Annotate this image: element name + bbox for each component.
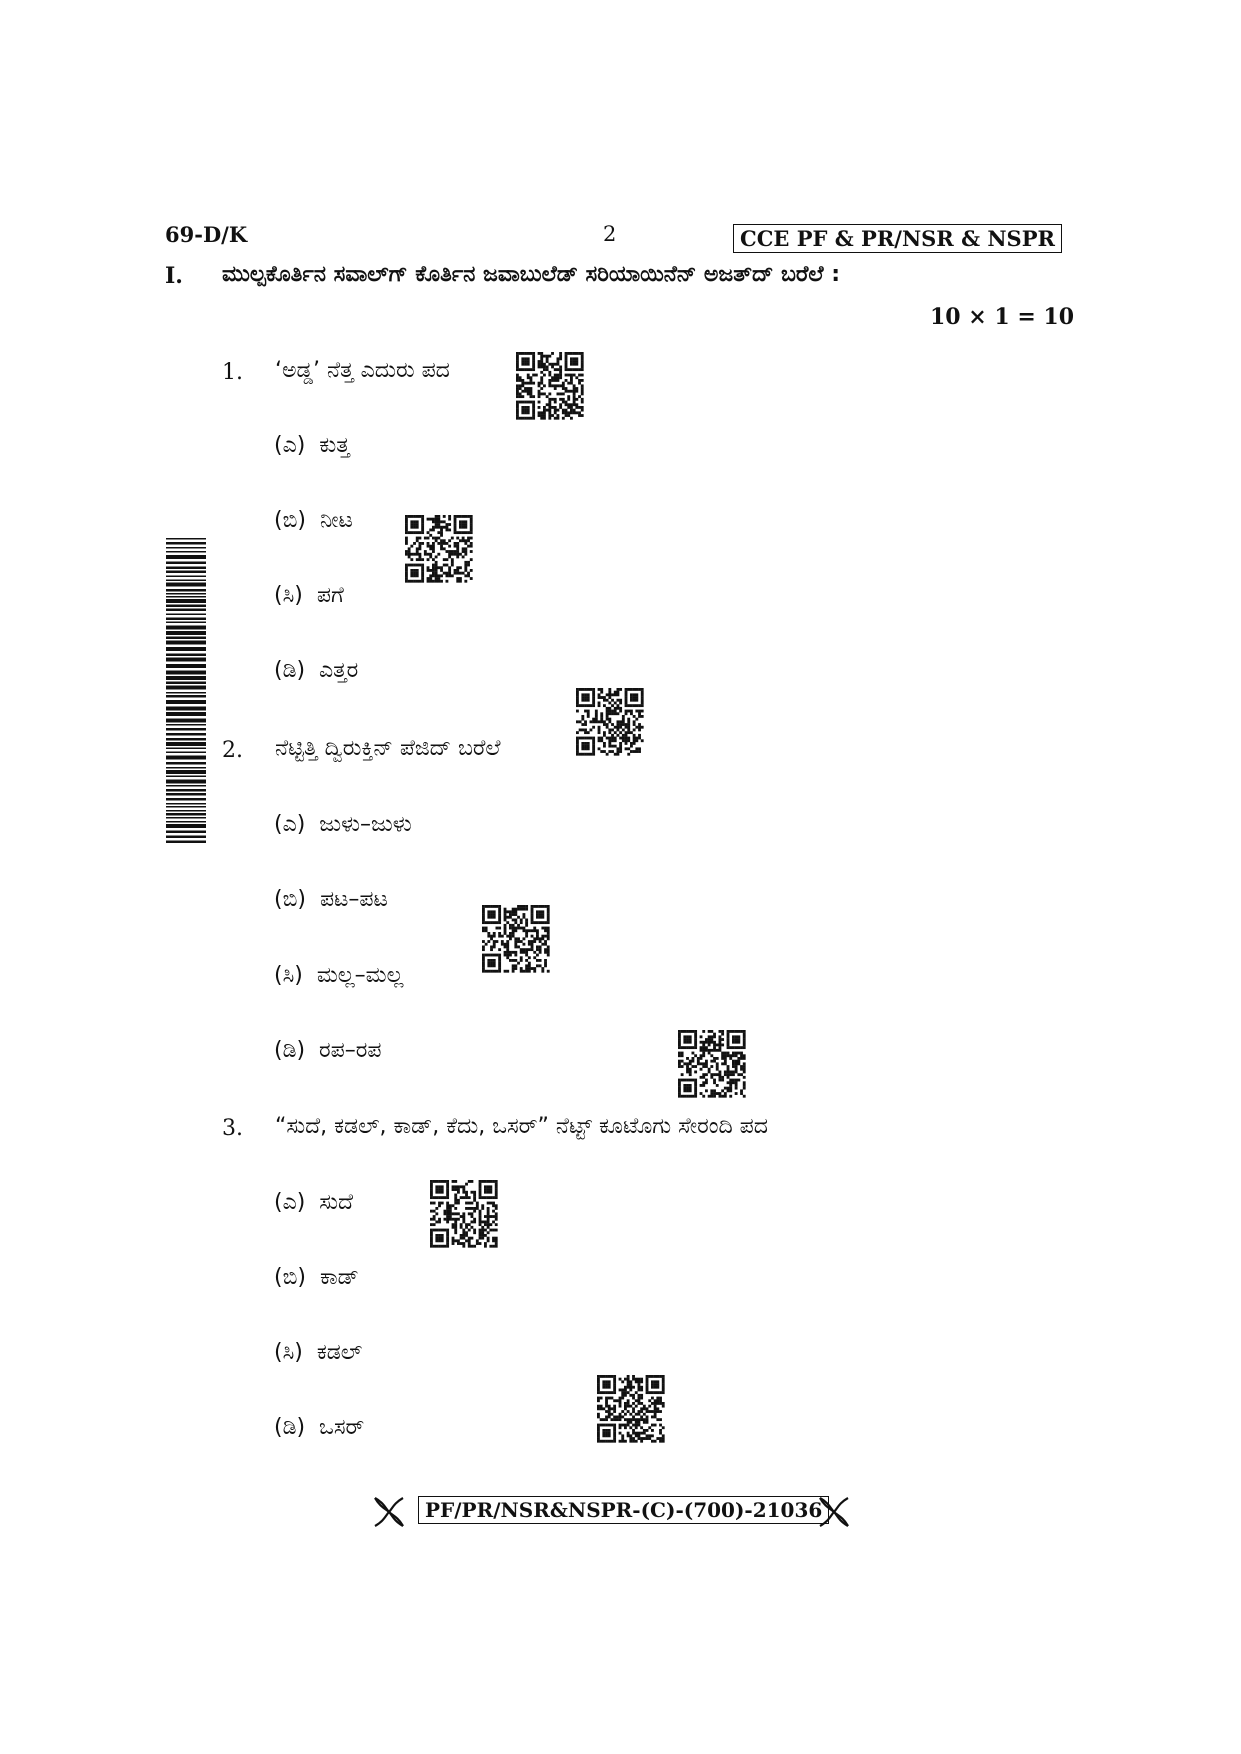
option-label: (ಡಿ) (274, 1038, 306, 1063)
option-text: ಮಲ್ಲ–ಮಲ್ಲ (316, 963, 404, 988)
option-label: (ಸಿ) (274, 1340, 303, 1365)
question-2-number: 2. (222, 738, 243, 763)
qr-code-icon (597, 1375, 665, 1443)
qr-code-icon (516, 352, 584, 420)
option-label: (ಸಿ) (274, 583, 303, 608)
q1-option-a[interactable] (274, 433, 350, 458)
option-label: (ಸಿ) (274, 963, 303, 988)
option-text: ಕುತ್ತ (319, 433, 350, 458)
option-label: (ಬಿ) (274, 508, 306, 533)
option-text: ಒಸರ್ (319, 1415, 365, 1440)
q3-option-d[interactable] (274, 1415, 364, 1440)
q2-option-a[interactable] (274, 812, 412, 837)
question-1-number: 1. (222, 360, 243, 385)
q2-option-d[interactable] (274, 1038, 382, 1063)
option-label: (ಎ) (274, 433, 306, 458)
option-label: (ಡಿ) (274, 1415, 306, 1440)
q1-option-b[interactable] (274, 508, 353, 533)
q2-option-b[interactable] (274, 887, 388, 912)
q1-option-c[interactable] (274, 583, 344, 608)
footer-code: PF/PR/NSR&NSPR-(C)-(700)-21036 (418, 1496, 829, 1524)
option-text: ನೀಟ (319, 508, 353, 533)
option-label: (ಎ) (274, 812, 306, 837)
option-label: (ಡಿ) (274, 658, 306, 683)
option-text: ಕಡಲ್ (316, 1340, 363, 1365)
series-box: CCE PF & PR/NSR & NSPR (733, 224, 1062, 253)
q2-option-c[interactable] (274, 963, 403, 988)
ornament-left-icon (372, 1495, 406, 1533)
section-marks: 10 × 1 = 10 (930, 304, 1075, 330)
question-3-number: 3. (222, 1116, 243, 1141)
section-instruction: ಮುಲ್ಪಕೊರ್ತಿನ ಸವಾಲ್‌ಗ್ ಕೊರ್ತಿನ ಜವಾಬುಲೆಡ್ ಸರಿಯಾಯಿನೆನ್ ಅಜತ್‌ದ್ ಬರೆಲೆ : (222, 262, 841, 287)
qr-code-icon (678, 1030, 746, 1098)
page-number: 2 (603, 222, 617, 246)
qr-code-icon (482, 905, 550, 973)
question-2-text: ನೆಟ್ಟಿತ್ತಿ ದ್ವಿರುಕ್ತಿನ್ ಪೆಜಿದ್ ಬರೆಲೆ (275, 736, 501, 761)
q3-option-a[interactable] (274, 1190, 353, 1215)
option-text: ಪಗೆ (316, 583, 344, 608)
qr-code-icon (430, 1180, 498, 1248)
paper-code: 69-D/K (165, 222, 248, 247)
option-label: (ಬಿ) (274, 1265, 306, 1290)
option-text: ಜುಳು–ಜುಳು (319, 812, 412, 837)
q3-option-b[interactable] (274, 1265, 359, 1290)
question-1-text: ‘ಅಡ್ಡ’ ನೆತ್ತ ಎದುರು ಪದ (275, 358, 450, 383)
option-text: ಸುದೆ (319, 1190, 354, 1215)
q1-option-d[interactable] (274, 658, 358, 683)
option-text: ಪಟ–ಪಟ (319, 887, 388, 912)
q3-option-c[interactable] (274, 1340, 362, 1365)
option-label: (ಎ) (274, 1190, 306, 1215)
qr-code-icon (405, 515, 473, 583)
question-3-text: “ಸುದೆ, ಕಡಲ್, ಕಾಡ್, ಕೆದು, ಒಸರ್” ನೆಟ್ಟ್ ಕೂಟೊಗು ಸೇರಂದಿ ಪದ (275, 1114, 768, 1139)
option-text: ಎತ್ತರ (319, 658, 359, 683)
option-text: ಕಾಡ್ (319, 1265, 359, 1290)
section-number: I. (165, 263, 183, 289)
option-text: ರಪ–ರಪ (319, 1038, 382, 1063)
ornament-right-icon (817, 1495, 851, 1533)
qr-code-icon (576, 688, 644, 756)
option-label: (ಬಿ) (274, 887, 306, 912)
barcode-icon (166, 538, 206, 847)
